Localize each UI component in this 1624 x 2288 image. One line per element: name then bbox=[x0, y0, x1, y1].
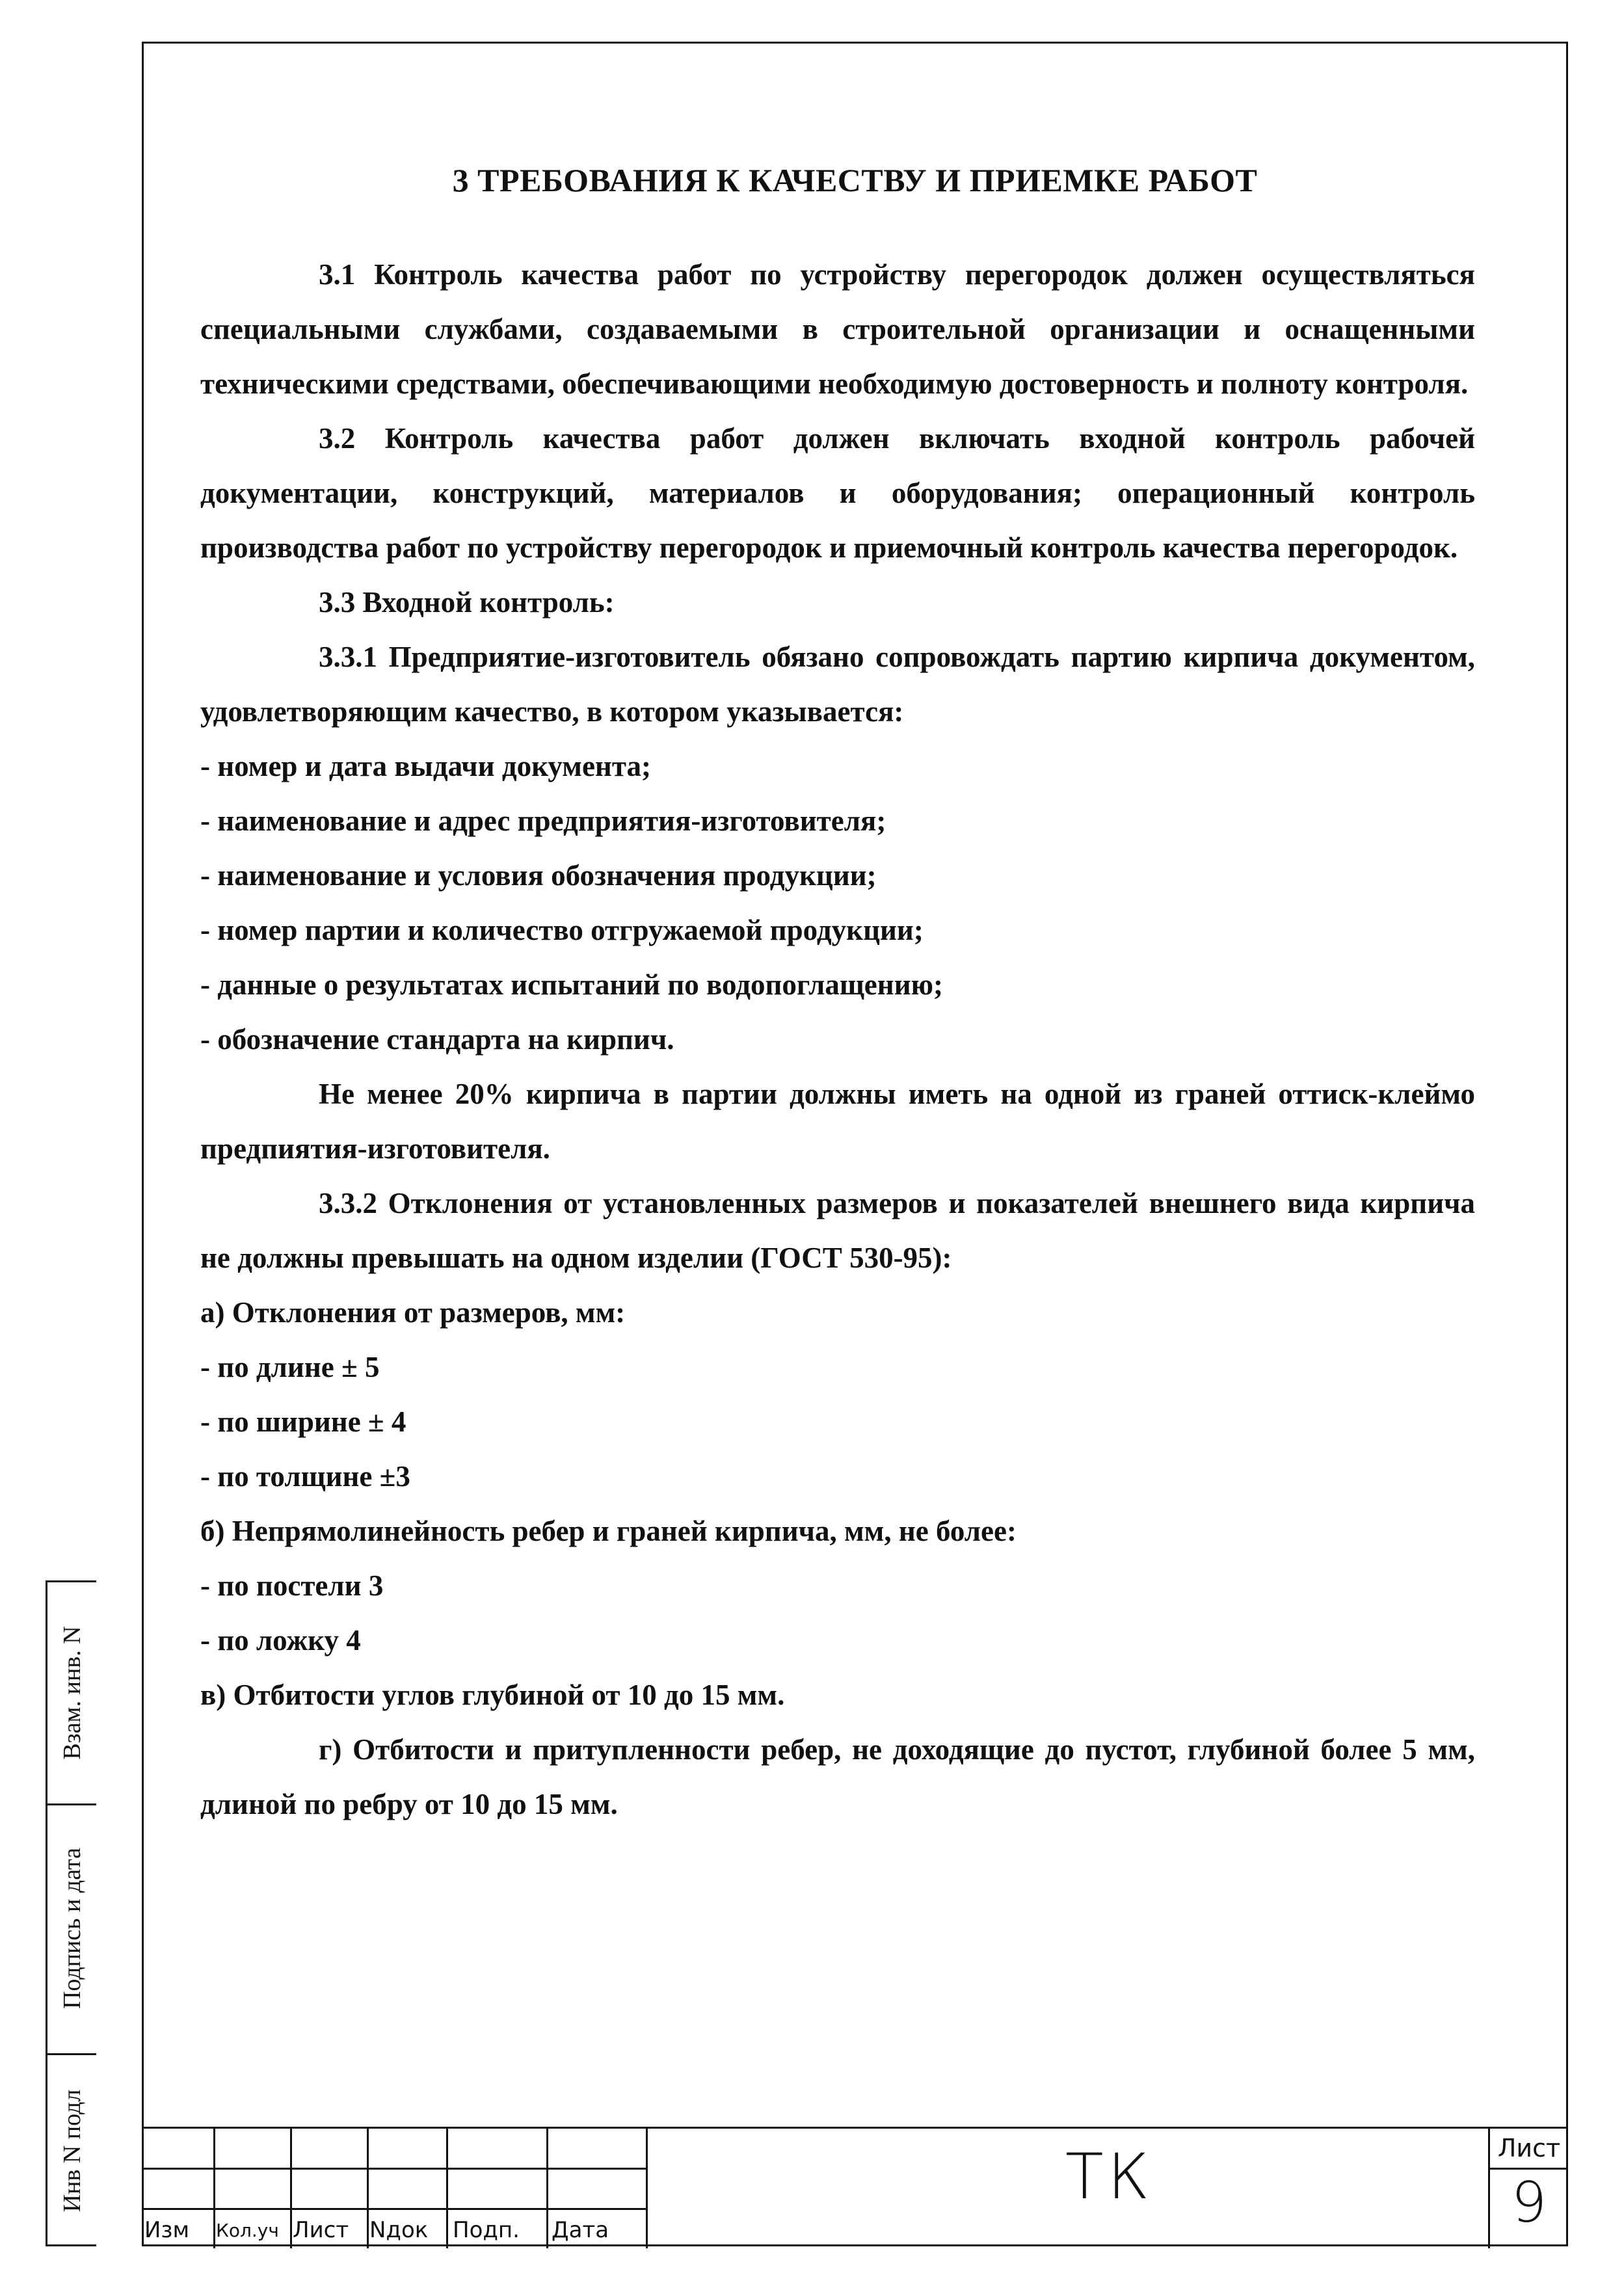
col-label-ndok: Nдок bbox=[369, 2217, 429, 2243]
list-item: а) Отклонения от размеров, мм: bbox=[200, 1296, 626, 1329]
list-item: в) Отбитости углов глубиной от 10 до 15 мм. bbox=[200, 1679, 785, 1711]
sheet-number: 9 bbox=[1511, 2170, 1547, 2235]
list-item: - по длине ± 5 bbox=[200, 1351, 380, 1383]
col-label-data: Дата bbox=[552, 2217, 609, 2243]
list-item: - данные о результатах испытаний по водопоглащению; bbox=[200, 968, 944, 1001]
document-code: ТК bbox=[1065, 2140, 1154, 2213]
col-label-izm: Изм bbox=[144, 2217, 190, 2243]
side-label-replacement: Взам. инв. N bbox=[58, 1626, 86, 1760]
paragraph: Не менее 20% кирпича в партии должны иметь на одной из граней оттиск-клеймо предпиятия-изготовителя. bbox=[200, 1078, 1475, 1165]
paragraph: 3.1 Контроль качества работ по устройству перегородок должен осуществляться специальными службами, создаваемыми в строительной организации и оснащенными техническими средствами, обеспечивающими необходимую достоверность и полноту контроля. bbox=[200, 258, 1475, 400]
side-cell-replacement bbox=[47, 1582, 96, 1805]
paragraph: 3.3.1 Предприятие-изготовитель обязано сопровождать партию кирпича документом, удовлетворяющим качество, в котором указывается: bbox=[200, 641, 1475, 728]
paragraph: 3.2 Контроль качества работ должен включать входной контроль рабочей документации, конструкций, материалов и оборудования; операционный контроль производства работ по устройству перегородок и приемочный контроль качества перегородок. bbox=[200, 422, 1475, 564]
col-label-podp: Подп. bbox=[453, 2217, 520, 2243]
side-label-inventory: Инв N подл bbox=[58, 2089, 86, 2213]
sheet-label: Лист bbox=[1490, 2129, 1568, 2170]
list-item: - по ширине ± 4 bbox=[200, 1405, 406, 1438]
list-item: б) Непрямолинейность ребер и граней кирпича, мм, не более: bbox=[200, 1515, 1017, 1547]
list-item: - по постели 3 bbox=[200, 1569, 384, 1602]
list-item: - номер партии и количество отгружаемой продукции; bbox=[200, 914, 924, 946]
sheet-box bbox=[1488, 2129, 1568, 2248]
col-label-list: Лист bbox=[293, 2217, 349, 2243]
list-item: - наименование и условия обозначения продукции; bbox=[200, 859, 877, 892]
side-label-signature: Подпись и дата bbox=[58, 1847, 86, 2010]
paragraph: 3.3 Входной контроль: bbox=[319, 586, 615, 619]
side-cell-inventory bbox=[47, 2053, 96, 2248]
title-block bbox=[142, 2127, 1568, 2246]
side-cell-signature bbox=[47, 1803, 96, 2055]
list-item: - номер и дата выдачи документа; bbox=[200, 750, 651, 782]
list-item: - по ложку 4 bbox=[200, 1624, 361, 1656]
paragraph: 3.3.2 Отклонения от установленных размеров и показателей внешнего вида кирпича не должны превышать на одном изделии (ГОСТ 530-95): bbox=[200, 1187, 1475, 1274]
section-title: 3 ТРЕБОВАНИЯ К КАЧЕСТВУ И ПРИЕМКЕ РАБОТ bbox=[452, 162, 1258, 198]
side-strip bbox=[46, 1580, 96, 2246]
revision-grid bbox=[142, 2129, 646, 2248]
col-label-kolvo: Кол.уч bbox=[216, 2220, 279, 2241]
list-item: - обозначение стандарта на кирпич. bbox=[200, 1023, 674, 1056]
list-item: - наименование и адрес предприятия-изготовителя; bbox=[200, 805, 886, 837]
paragraph: г) Отбитости и притупленности ребер, не доходящие до пустот, глубиной более 5 мм, длиной по ребру от 10 до 15 мм. bbox=[200, 1733, 1475, 1820]
document-body bbox=[200, 247, 1475, 1831]
list-item: - по толщине ±3 bbox=[200, 1460, 410, 1493]
